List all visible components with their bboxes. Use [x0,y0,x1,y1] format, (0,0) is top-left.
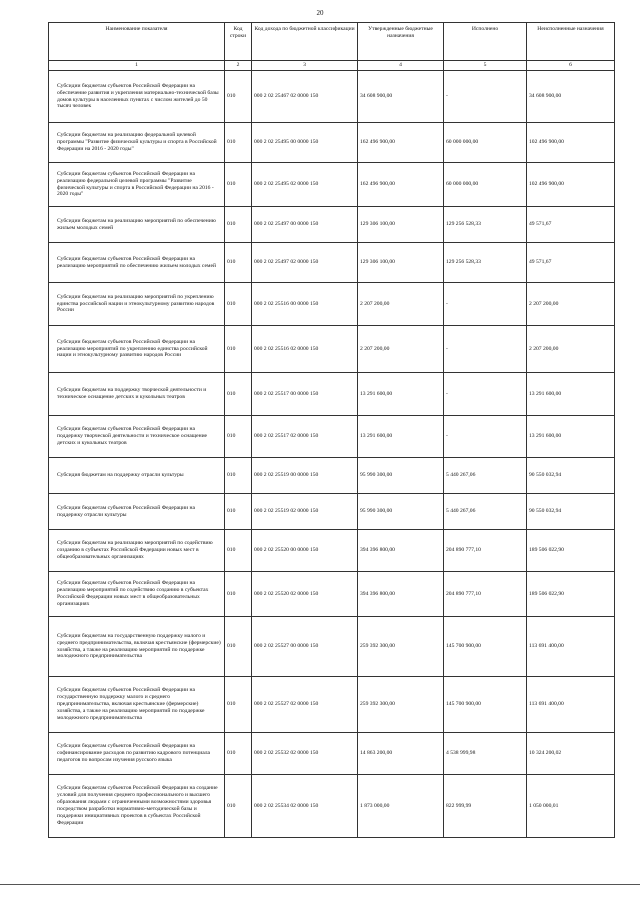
line-code: 010 [225,373,252,416]
approved-amount: 95 990 300,00 [358,458,444,494]
income-code: 000 2 02 25527 02 0000 150 [252,677,358,733]
income-code: 000 2 02 25516 02 0000 150 [252,326,358,373]
line-code: 010 [225,530,252,572]
executed-amount: - [444,71,527,123]
indicator-name: Субсидии бюджетам субъектов Российской Федерации на поддержку творческой деятельности и техническое оснащение детских и кукольных театров [49,416,225,458]
executed-amount: 204 890 777,10 [444,530,527,572]
approved-amount: 259 392 300,00 [358,617,444,677]
income-code: 000 2 02 25467 02 0000 150 [252,71,358,123]
executed-amount: 60 000 000,00 [444,123,527,163]
column-number: 1 [49,61,225,71]
indicator-name: Субсидии бюджетам на реализацию мероприятий по содействию созданию в субъектах Российской Федерации новых мест в общеобразовательных организациях [49,530,225,572]
income-code: 000 2 02 25534 02 0000 150 [252,775,358,838]
column-number: 2 [225,61,252,71]
line-code: 010 [225,572,252,617]
executed-amount: 5 440 267,06 [444,494,527,530]
income-code: 000 2 02 25495 00 0000 150 [252,123,358,163]
column-header: Наименование показателя [49,23,225,61]
approved-amount: 95 990 300,00 [358,494,444,530]
indicator-name: Субсидии бюджетам на реализацию мероприятий по укреплению единства российской нации и этнокультурному развитию народов России [49,283,225,326]
unexecuted-amount: 189 506 022,90 [527,572,615,617]
table-row [49,677,615,733]
income-code: 000 2 02 25527 00 0000 150 [252,617,358,677]
page-number: 20 [316,9,324,17]
executed-amount: - [444,283,527,326]
line-code: 010 [225,733,252,775]
indicator-name: Субсидии бюджетам субъектов Российской Федерации на софинансирование расходов по развитию кадрового потенциала педагогов по вопросам изучения русского языка [49,733,225,775]
indicator-name: Субсидии бюджетам субъектов Российской Федерации на реализацию мероприятий по обеспечению жильем молодых семей [49,243,225,283]
line-code: 010 [225,326,252,373]
executed-amount: 145 700 900,00 [444,617,527,677]
approved-amount: 1 873 000,00 [358,775,444,838]
executed-amount: 4 538 999,98 [444,733,527,775]
line-code: 010 [225,458,252,494]
income-code: 000 2 02 25517 00 0000 150 [252,373,358,416]
table-row [49,530,615,572]
table-row [49,617,615,677]
header-row [49,23,615,61]
unexecuted-amount: 113 691 400,00 [527,677,615,733]
unexecuted-amount: 189 506 022,90 [527,530,615,572]
income-code: 000 2 02 25520 00 0000 150 [252,530,358,572]
line-code: 010 [225,494,252,530]
executed-amount: 5 440 267,06 [444,458,527,494]
indicator-name: Субсидии бюджетам на реализацию мероприятий по обеспечению жильем молодых семей [49,207,225,243]
executed-amount: 145 700 900,00 [444,677,527,733]
unexecuted-amount: 102 496 900,00 [527,163,615,207]
column-number: 6 [527,61,615,71]
income-code: 000 2 02 25517 02 0000 150 [252,416,358,458]
approved-amount: 259 392 300,00 [358,677,444,733]
table-row [49,71,615,123]
indicator-name: Субсидии бюджетам субъектов Российской Федерации на реализацию мероприятий по содействию созданию в субъектах Российской Федерации новых мест в общеобразовательных организациях [49,572,225,617]
unexecuted-amount: 49 571,67 [527,243,615,283]
line-code: 010 [225,416,252,458]
unexecuted-amount: 13 291 600,00 [527,416,615,458]
approved-amount: 14 863 200,00 [358,733,444,775]
line-code: 010 [225,775,252,838]
indicator-name: Субсидии бюджетам субъектов Российской Федерации на реализацию федеральной целевой программы "Развитие физической культуры и спорта в Российской Федерации на 2016 - 2020 годы" [49,163,225,207]
unexecuted-amount: 2 207 200,00 [527,283,615,326]
indicator-name: Субсидии бюджетам субъектов Российской Федерации на создание условий для получения среднего профессионального и высшего образования людьми с ограниченными возможностями здоровья посредством разработки нормативно-методической базы и поддержки инициативных проектов в субъектах Российской Федерации [49,775,225,838]
unexecuted-amount: 90 550 032,94 [527,494,615,530]
table-row [49,207,615,243]
column-header: Утвержденные бюджетные назначения [358,23,444,61]
table-row [49,416,615,458]
indicator-name: Субсидии бюджетам на реализацию федеральной целевой программы "Развитие физической культуры и спорта в Российской Федерации на 2016 - 2020 годы" [49,123,225,163]
column-header: Исполнено [444,23,527,61]
column-header: Код строки [225,23,252,61]
column-number: 4 [358,61,444,71]
approved-amount: 129 306 100,00 [358,243,444,283]
table-row [49,123,615,163]
approved-amount: 394 396 800,00 [358,530,444,572]
line-code: 010 [225,207,252,243]
unexecuted-amount: 2 207 200,00 [527,326,615,373]
approved-amount: 394 396 800,00 [358,572,444,617]
line-code: 010 [225,123,252,163]
income-code: 000 2 02 25497 00 0000 150 [252,207,358,243]
approved-amount: 162 496 900,00 [358,163,444,207]
indicator-name: Субсидии бюджетам субъектов Российской Федерации на реализацию мероприятий по укреплению единства российской нации и этнокультурному развитию народов России [49,326,225,373]
table-row [49,572,615,617]
executed-amount: 822 999,99 [444,775,527,838]
table-row [49,733,615,775]
table-row [49,326,615,373]
column-number-row [49,61,615,71]
approved-amount: 2 207 200,00 [358,326,444,373]
income-code: 000 2 02 25495 02 0000 150 [252,163,358,207]
table-row [49,243,615,283]
approved-amount: 129 306 100,00 [358,207,444,243]
executed-amount: - [444,416,527,458]
table-row [49,373,615,416]
indicator-name: Субсидии бюджетам на поддержку творческой деятельности и техническое оснащение детских и кукольных театров [49,373,225,416]
executed-amount: 129 256 528,33 [444,207,527,243]
table-row [49,458,615,494]
unexecuted-amount: 49 571,67 [527,207,615,243]
unexecuted-amount: 13 291 600,00 [527,373,615,416]
line-code: 010 [225,617,252,677]
executed-amount: - [444,326,527,373]
income-code: 000 2 02 25516 00 0000 150 [252,283,358,326]
table-row [49,163,615,207]
unexecuted-amount: 10 324 200,02 [527,733,615,775]
indicator-name: Субсидии бюджетам субъектов Российской Федерации на обеспечение развития и укрепления материально-технической базы домов культуры в населенных пунктах с числом жителей до 50 тысяч человек [49,71,225,123]
bottom-rule [0,884,640,885]
unexecuted-amount: 102 496 900,00 [527,123,615,163]
executed-amount: - [444,373,527,416]
column-number: 3 [252,61,358,71]
approved-amount: 13 291 600,00 [358,373,444,416]
executed-amount: 129 256 528,33 [444,243,527,283]
unexecuted-amount: 90 550 032,94 [527,458,615,494]
indicator-name: Субсидии бюджетам субъектов Российской Федерации на поддержку отрасли культуры [49,494,225,530]
column-header: Код дохода по бюджетной классификации [252,23,358,61]
budget-execution-table [48,22,615,838]
approved-amount: 34 608 900,00 [358,71,444,123]
line-code: 010 [225,243,252,283]
approved-amount: 162 496 900,00 [358,123,444,163]
income-code: 000 2 02 25519 00 0000 150 [252,458,358,494]
table-row [49,775,615,838]
income-code: 000 2 02 25520 02 0000 150 [252,572,358,617]
approved-amount: 13 291 600,00 [358,416,444,458]
indicator-name: Субсидии бюджетам субъектов Российской Федерации на государственную поддержку малого и среднего предпринимательства, включая крестьянские (фермерские) хозяйства, а также на реализацию мероприятий по поддержке молодежного предпринимательства [49,677,225,733]
income-code: 000 2 02 25497 02 0000 150 [252,243,358,283]
unexecuted-amount: 1 050 000,01 [527,775,615,838]
line-code: 010 [225,71,252,123]
line-code: 010 [225,163,252,207]
indicator-name: Субсидия бюджетам на поддержку отрасли культуры [49,458,225,494]
unexecuted-amount: 113 691 400,00 [527,617,615,677]
executed-amount: 204 890 777,10 [444,572,527,617]
column-header: Неисполненные назначения [527,23,615,61]
table-row [49,283,615,326]
column-number: 5 [444,61,527,71]
unexecuted-amount: 34 608 900,00 [527,71,615,123]
table-row [49,494,615,530]
line-code: 010 [225,677,252,733]
executed-amount: 60 000 000,00 [444,163,527,207]
indicator-name: Субсидии бюджетам на государственную поддержку малого и среднего предпринимательства, включая крестьянские (фермерские) хозяйства, а также на реализацию мероприятий по поддержке молодежного предпринимательства [49,617,225,677]
income-code: 000 2 02 25532 02 0000 150 [252,733,358,775]
income-code: 000 2 02 25519 02 0000 150 [252,494,358,530]
line-code: 010 [225,283,252,326]
approved-amount: 2 207 200,00 [358,283,444,326]
